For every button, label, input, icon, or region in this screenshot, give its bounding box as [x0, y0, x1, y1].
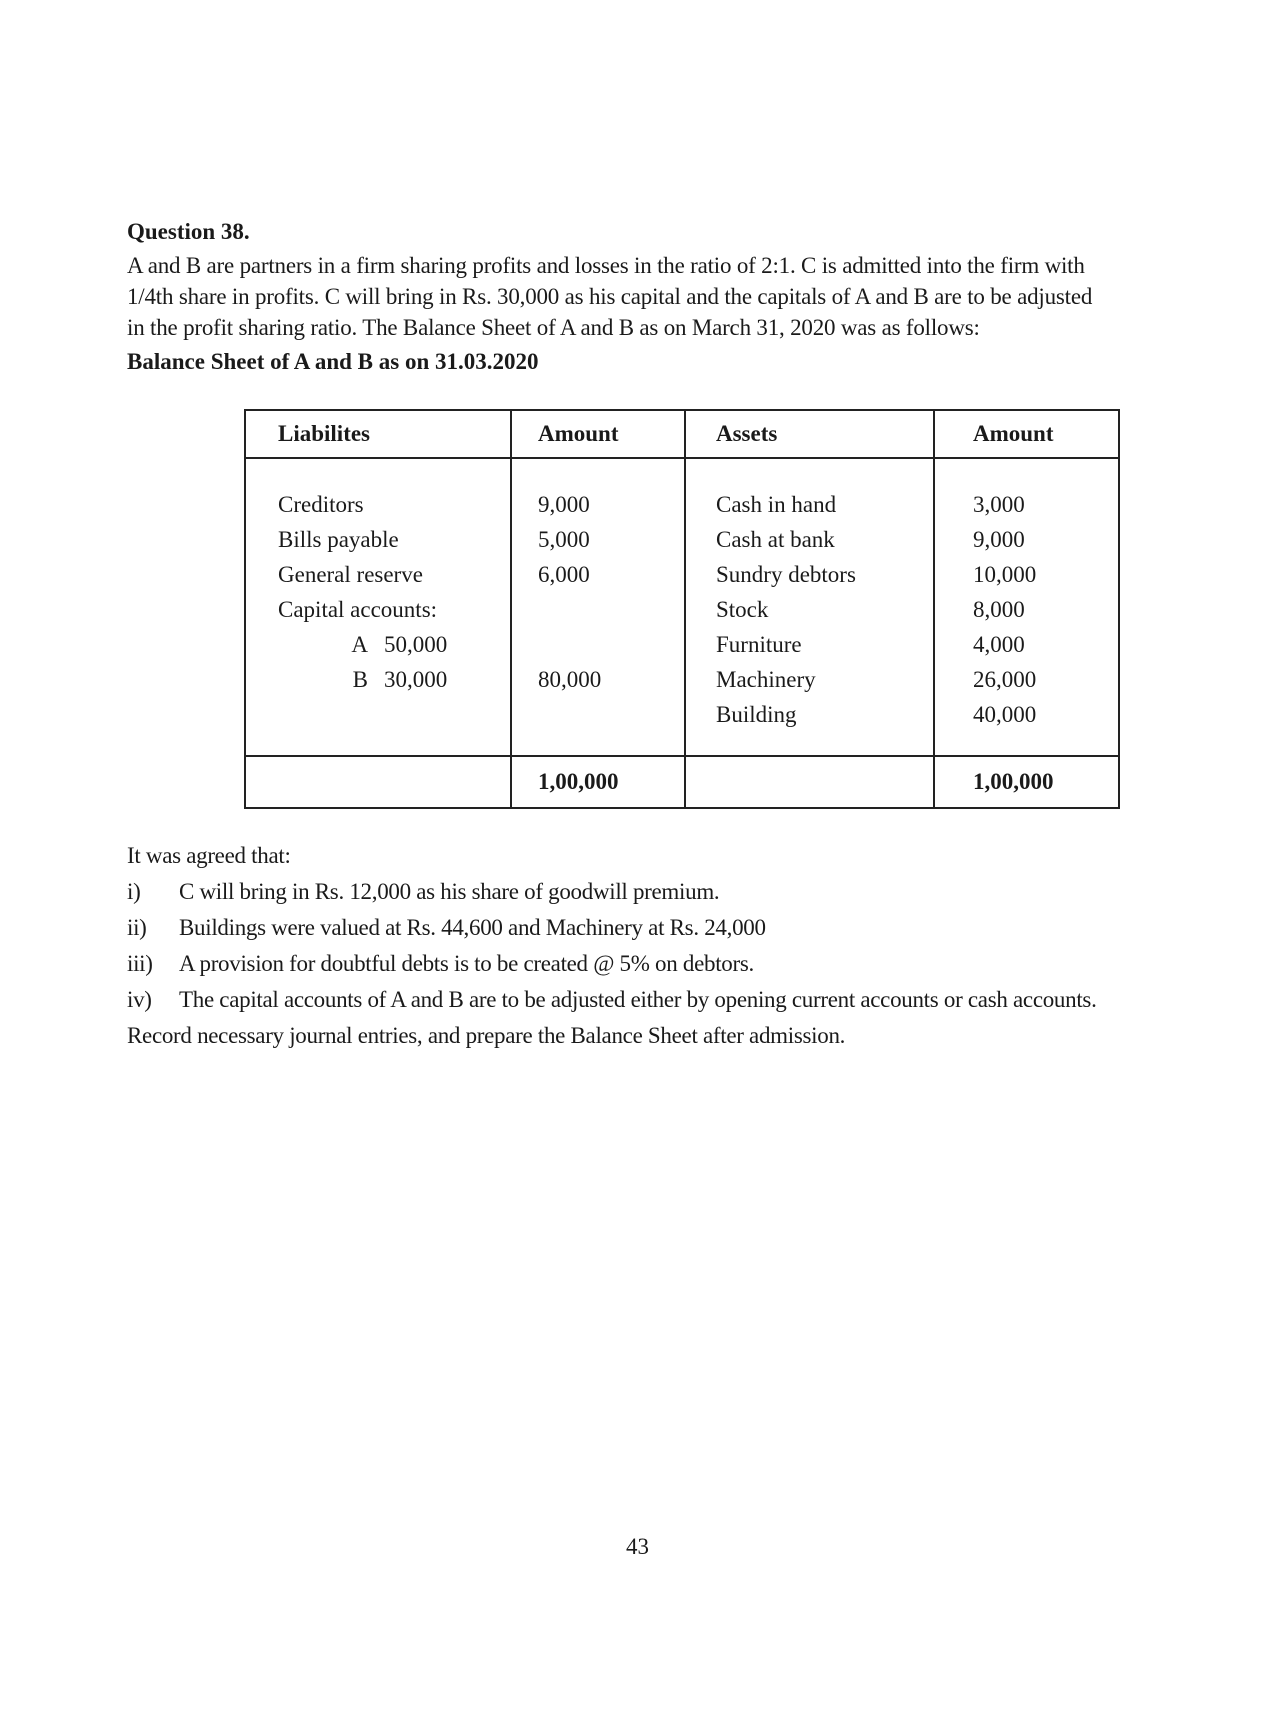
table-total-row	[245, 756, 1119, 808]
liability-label: Bills payable	[278, 527, 399, 552]
capital-row-b	[278, 662, 510, 697]
liabilities-column	[245, 458, 511, 756]
list-item	[127, 910, 1177, 946]
asset-label: Sundry debtors	[716, 562, 856, 587]
asset-amount: 9,000	[973, 527, 1025, 552]
liability-amount	[538, 592, 684, 627]
asset-label: Cash in hand	[716, 492, 837, 517]
list-item	[127, 946, 1177, 982]
assets-column	[685, 458, 934, 756]
asset-amount: 4,000	[973, 632, 1025, 657]
balance-sheet-title: Balance Sheet of A and B as on 31.03.2020	[127, 349, 539, 374]
asset-amount: 10,000	[973, 562, 1037, 587]
asset-amount: 8,000	[973, 597, 1025, 622]
liability-amount: 9,000	[538, 492, 590, 517]
liability-label: General reserve	[278, 562, 423, 587]
liability-label: Capital accounts:	[278, 597, 438, 622]
question-line-3: in the profit sharing ratio. The Balance Sheet of A and B as on March 31, 2020 was as follows:	[127, 315, 980, 340]
balance-sheet-table	[244, 409, 1120, 809]
list-item-text: A provision for doubtful debts is to be created @ 5% on debtors.	[179, 951, 754, 976]
capital-partner-value: 50,000	[384, 632, 448, 657]
asset-label: Furniture	[716, 632, 802, 657]
total-assets: 1,00,000	[934, 756, 1119, 808]
table-body-row	[245, 458, 1119, 756]
list-item-number: iv)	[127, 987, 152, 1012]
total-empty-cell	[245, 756, 511, 808]
question-line-2: 1/4th share in profits. C will bring in Rs. 30,000 as his capital and the capitals of A and B are to be adjusted	[127, 284, 1093, 309]
list-item	[127, 982, 1177, 1018]
liability-amount: 5,000	[538, 527, 590, 552]
capital-partner-value: 30,000	[384, 667, 448, 692]
header-assets: Assets	[685, 410, 934, 458]
capital-amount: 80,000	[538, 667, 602, 692]
page-number: 43	[626, 1534, 649, 1559]
liability-amount: 6,000	[538, 562, 590, 587]
asset-label: Cash at bank	[716, 527, 835, 552]
question-title: Question 38.	[127, 219, 250, 244]
agreement-closing: Record necessary journal entries, and prepare the Balance Sheet after admission.	[127, 1023, 846, 1048]
asset-label: Stock	[716, 597, 769, 622]
asset-label: Machinery	[716, 667, 816, 692]
total-liabilities: 1,00,000	[511, 756, 685, 808]
list-item-text: Buildings were valued at Rs. 44,600 and Machinery at Rs. 24,000	[179, 915, 766, 940]
list-item-number: ii)	[127, 915, 147, 940]
agreement-block	[127, 838, 1177, 1054]
asset-amount: 40,000	[973, 702, 1037, 727]
assets-amount-column	[934, 458, 1119, 756]
asset-label: Building	[716, 702, 797, 727]
header-amount-assets: Amount	[934, 410, 1119, 458]
table-header-row	[245, 410, 1119, 458]
question-block	[127, 218, 1137, 377]
header-amount-liabilities: Amount	[511, 410, 685, 458]
capital-amount	[538, 627, 684, 662]
list-item-text: C will bring in Rs. 12,000 as his share of goodwill premium.	[179, 879, 720, 904]
question-line-1: A and B are partners in a firm sharing profits and losses in the ratio of 2:1. C is admitted into the firm with	[127, 253, 1085, 278]
capital-partner-name: A	[351, 632, 368, 657]
liabilities-amount-column	[511, 458, 685, 756]
total-empty-cell	[685, 756, 934, 808]
list-item-number: iii)	[127, 951, 153, 976]
asset-amount: 26,000	[973, 667, 1037, 692]
list-item-number: i)	[127, 879, 141, 904]
list-item-text: The capital accounts of A and B are to be adjusted either by opening current accounts or cash accounts.	[179, 987, 1097, 1012]
header-liabilities: Liabilites	[245, 410, 511, 458]
capital-row-a	[278, 627, 510, 662]
capital-partner-name: B	[352, 667, 368, 692]
asset-amount: 3,000	[973, 492, 1025, 517]
agreement-intro: It was agreed that:	[127, 843, 291, 868]
list-item	[127, 874, 1177, 910]
liability-label: Creditors	[278, 492, 364, 517]
